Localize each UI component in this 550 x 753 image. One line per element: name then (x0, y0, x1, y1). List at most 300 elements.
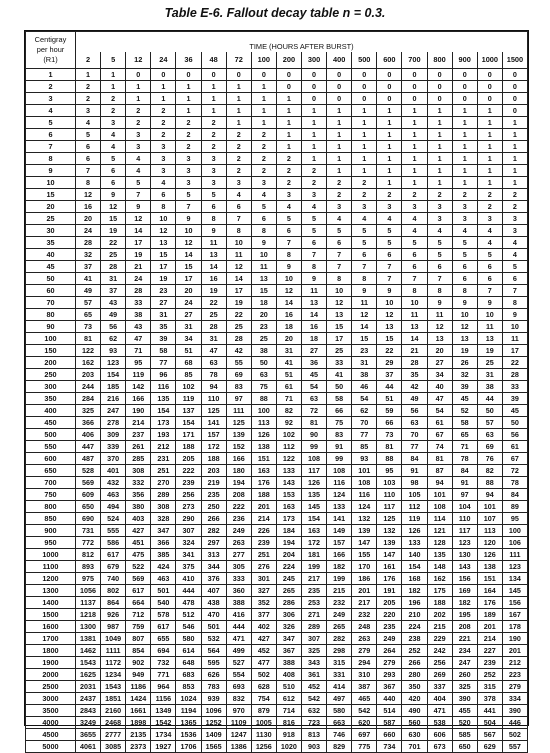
table-cell: 1 (176, 105, 201, 117)
table-cell: 11 (226, 249, 251, 261)
table-cell: 110 (377, 489, 402, 501)
table-cell: 2 (226, 129, 251, 141)
table-cell: 94 (201, 381, 226, 393)
table-cell: 58 (327, 393, 352, 405)
table-cell: 2 (402, 189, 427, 201)
table-cell: 1 (402, 153, 427, 165)
table-cell: 256 (427, 657, 452, 669)
table-cell: 2468 (101, 717, 126, 729)
table-cell: 252 (402, 645, 427, 657)
table-cell: 56 (101, 321, 126, 333)
table-row (26, 333, 528, 345)
table-cell: 19 (151, 273, 176, 285)
table-cell: 746 (327, 729, 352, 741)
table-cell: 28 (502, 369, 527, 381)
table-cell: 567 (477, 729, 502, 741)
table-cell: 2 (151, 129, 176, 141)
table-cell: 116 (352, 489, 377, 501)
table-cell: 629 (477, 741, 502, 753)
table-cell: 490 (402, 705, 427, 717)
table-cell: 23 (151, 285, 176, 297)
table-cell: 57 (477, 417, 502, 429)
table-row (26, 129, 528, 141)
table-cell: 44 (377, 381, 402, 393)
table-cell: 2 (126, 117, 151, 129)
table-cell: 2135 (126, 729, 151, 741)
hour-header-cell: 700 (402, 52, 427, 69)
dose-rate-cell: 45 (26, 261, 76, 273)
table-cell: 138 (477, 561, 502, 573)
table-cell: 2 (201, 117, 226, 129)
dose-rate-cell: 150 (26, 345, 76, 357)
table-cell: 229 (427, 633, 452, 645)
table-cell: 13 (402, 321, 427, 333)
table-cell: 33 (327, 357, 352, 369)
table-cell: 2 (301, 177, 326, 189)
table-cell: 25 (251, 333, 276, 345)
table-row (26, 285, 528, 297)
table-cell: 3655 (76, 729, 101, 741)
table-cell: 380 (126, 501, 151, 513)
table-row (26, 645, 528, 657)
table-cell: 328 (151, 513, 176, 525)
table-cell: 1 (352, 105, 377, 117)
dose-rate-cell: 350 (26, 393, 76, 405)
table-cell: 12 (352, 309, 377, 321)
table-cell: 1 (327, 153, 352, 165)
table-cell: 569 (126, 573, 151, 585)
table-cell: 1 (151, 81, 176, 93)
table-cell: 93 (101, 345, 126, 357)
table-cell: 4 (101, 141, 126, 153)
table-cell: 14 (301, 309, 326, 321)
table-cell: 1542 (151, 717, 176, 729)
table-cell: 6 (251, 213, 276, 225)
table-cell: 1 (276, 117, 301, 129)
table-cell: 5 (301, 225, 326, 237)
table-cell: 1 (226, 81, 251, 93)
table-cell: 5 (251, 201, 276, 213)
table-cell: 301 (251, 573, 276, 585)
table-cell: 487 (76, 453, 101, 465)
table-cell: 2 (251, 165, 276, 177)
table-cell: 829 (327, 741, 352, 753)
table-cell: 100 (502, 525, 527, 537)
table-cell: 34 (427, 369, 452, 381)
table-cell: 427 (251, 633, 276, 645)
table-cell: 528 (76, 465, 101, 477)
table-cell: 44 (477, 393, 502, 405)
table-cell: 232 (352, 609, 377, 621)
table-cell: 1 (201, 93, 226, 105)
table-cell: 66 (327, 405, 352, 417)
table-cell: 279 (377, 657, 402, 669)
table-cell: 12 (327, 297, 352, 309)
table-cell: 527 (226, 657, 251, 669)
table-cell: 4 (477, 225, 502, 237)
time-after-burst-header: TIME (HOURS AFTER BURST) (76, 32, 528, 53)
table-cell: 51 (176, 345, 201, 357)
table-cell: 3 (402, 201, 427, 213)
table-cell: 1247 (226, 729, 251, 741)
table-cell: 178 (502, 621, 527, 633)
table-cell: 223 (502, 669, 527, 681)
table-cell: 108 (427, 501, 452, 513)
table-cell: 130 (452, 549, 477, 561)
table-cell: 2 (176, 117, 201, 129)
table-cell: 6 (276, 225, 301, 237)
table-cell: 152 (226, 441, 251, 453)
table-row (26, 465, 528, 477)
table-cell: 50 (477, 405, 502, 417)
table-cell: 21 (402, 345, 427, 357)
dose-rate-cell: 60 (26, 285, 76, 297)
table-cell: 1 (352, 153, 377, 165)
table-cell: 5 (402, 237, 427, 249)
table-cell: 0 (377, 81, 402, 93)
dose-rate-cell: 2500 (26, 681, 76, 693)
table-cell: 220 (377, 609, 402, 621)
table-cell: 4 (126, 165, 151, 177)
table-cell: 248 (352, 621, 377, 633)
table-cell: 124 (352, 501, 377, 513)
table-cell: 195 (452, 609, 477, 621)
table-cell: 455 (452, 705, 477, 717)
table-cell: 113 (251, 417, 276, 429)
table-cell: 0 (301, 93, 326, 105)
table-cell: 1 (101, 69, 126, 81)
table-cell: 201 (352, 585, 377, 597)
table-cell: 614 (176, 645, 201, 657)
dose-rate-cell: 5000 (26, 741, 76, 753)
table-row (26, 381, 528, 393)
table-cell: 683 (176, 669, 201, 681)
table-cell: 133 (276, 465, 301, 477)
table-cell: 201 (251, 501, 276, 513)
table-cell: 41 (327, 369, 352, 381)
hour-header-cell: 72 (226, 52, 251, 69)
table-cell: 94 (477, 489, 502, 501)
table-row (26, 141, 528, 153)
dose-rate-cell: 3500 (26, 705, 76, 717)
table-cell: 9 (101, 189, 126, 201)
table-cell: 182 (327, 561, 352, 573)
table-cell: 12 (101, 201, 126, 213)
table-cell: 4 (101, 129, 126, 141)
table-cell: 164 (477, 585, 502, 597)
table-cell: 14 (276, 297, 301, 309)
table-row (26, 681, 528, 693)
table-cell: 135 (301, 489, 326, 501)
table-cell: 208 (226, 489, 251, 501)
table-cell: 224 (402, 621, 427, 633)
table-cell: 253 (301, 597, 326, 609)
table-cell: 7 (402, 273, 427, 285)
table-cell: 630 (402, 729, 427, 741)
table-cell: 0 (301, 69, 326, 81)
hour-header-cell: 800 (427, 52, 452, 69)
table-cell: 219 (201, 477, 226, 489)
table-cell: 1898 (126, 717, 151, 729)
table-cell: 31 (276, 345, 301, 357)
table-cell: 465 (352, 693, 377, 705)
table-row (26, 669, 528, 681)
table-cell: 580 (176, 633, 201, 645)
dose-rate-cell: 25 (26, 213, 76, 225)
table-cell: 1 (301, 105, 326, 117)
table-cell: 38 (477, 381, 502, 393)
table-cell: 13 (377, 321, 402, 333)
table-cell: 28 (226, 333, 251, 345)
table-cell: 360 (226, 585, 251, 597)
table-cell: 1536 (176, 729, 201, 741)
table-cell: 813 (301, 729, 326, 741)
table-cell: 148 (427, 561, 452, 573)
table-cell: 5 (352, 237, 377, 249)
table-cell: 205 (377, 597, 402, 609)
table-cell: 0 (352, 93, 377, 105)
table-cell: 327 (251, 585, 276, 597)
table-row (26, 561, 528, 573)
table-row (26, 537, 528, 549)
table-cell: 4 (327, 213, 352, 225)
table-cell: 107 (477, 513, 502, 525)
table-cell: 734 (377, 741, 402, 753)
table-cell: 7 (301, 249, 326, 261)
table-row (26, 405, 528, 417)
table-cell: 1 (502, 129, 527, 141)
table-cell: 94 (427, 477, 452, 489)
dose-rate-cell: 850 (26, 513, 76, 525)
table-cell: 28 (402, 357, 427, 369)
table-cell: 249 (377, 633, 402, 645)
table-cell: 9 (276, 261, 301, 273)
table-cell: 50 (251, 357, 276, 369)
hour-header-cell: 600 (377, 52, 402, 69)
table-row (26, 81, 528, 93)
table-cell: 0 (151, 69, 176, 81)
table-cell: 19 (226, 297, 251, 309)
table-cell: 50 (327, 381, 352, 393)
table-cell: 1194 (176, 705, 201, 717)
table-cell: 271 (301, 609, 326, 621)
table-cell: 12 (151, 225, 176, 237)
table-cell: 697 (352, 729, 377, 741)
table-cell: 2437 (76, 693, 101, 705)
table-cell: 101 (427, 489, 452, 501)
table-cell: 182 (402, 585, 427, 597)
table-cell: 17 (502, 345, 527, 357)
table-row (26, 273, 528, 285)
table-cell: 39 (452, 381, 477, 393)
table-cell: 11 (402, 309, 427, 321)
dose-rate-cell: 300 (26, 381, 76, 393)
table-cell: 20 (427, 345, 452, 357)
table-cell: 367 (377, 681, 402, 693)
table-cell: 285 (126, 453, 151, 465)
table-cell: 286 (276, 597, 301, 609)
table-cell: 5 (477, 249, 502, 261)
table-cell: 2 (276, 165, 301, 177)
table-cell: 578 (151, 609, 176, 621)
table-cell: 280 (402, 669, 427, 681)
table-cell: 832 (226, 693, 251, 705)
table-cell: 864 (101, 597, 126, 609)
table-cell: 1 (452, 105, 477, 117)
table-row (26, 177, 528, 189)
table-cell: 3 (151, 153, 176, 165)
table-cell: 15 (176, 261, 201, 273)
table-cell: 176 (251, 477, 276, 489)
table-cell: 404 (427, 693, 452, 705)
table-cell: 13 (452, 333, 477, 345)
table-cell: 3 (201, 165, 226, 177)
dose-rate-cell: 1 (26, 69, 76, 81)
table-cell: 124 (327, 489, 352, 501)
table-cell: 279 (502, 681, 527, 693)
table-row (26, 417, 528, 429)
table-cell: 1 (427, 165, 452, 177)
table-cell: 111 (226, 405, 251, 417)
table-cell: 2 (502, 189, 527, 201)
table-cell: 77 (151, 357, 176, 369)
table-cell: 249 (226, 525, 251, 537)
table-cell: 132 (352, 513, 377, 525)
table-cell: 247 (452, 657, 477, 669)
dose-rate-cell: 8 (26, 153, 76, 165)
table-cell: 11 (251, 261, 276, 273)
table-cell: 175 (427, 585, 452, 597)
table-cell: 126 (301, 477, 326, 489)
hour-header-cell: 1000 (477, 52, 502, 69)
table-row (26, 297, 528, 309)
table-cell: 325 (76, 405, 101, 417)
table-cell: 13 (201, 249, 226, 261)
table-cell: 284 (76, 393, 101, 405)
table-cell: 91 (452, 477, 477, 489)
table-cell: 307 (301, 633, 326, 645)
table-cell: 95 (377, 465, 402, 477)
table-cell: 0 (327, 69, 352, 81)
dose-rate-cell: 650 (26, 465, 76, 477)
table-cell: 293 (377, 669, 402, 681)
hour-header-cell: 48 (201, 52, 226, 69)
table-cell: 10 (276, 273, 301, 285)
table-cell: 235 (301, 585, 326, 597)
table-cell: 0 (502, 105, 527, 117)
table-cell: 1 (477, 177, 502, 189)
fallout-decay-table-frame (24, 30, 529, 751)
table-cell: 81 (427, 453, 452, 465)
dose-rate-cell: 4000 (26, 717, 76, 729)
table-cell: 1 (251, 81, 276, 93)
table-cell: 224 (276, 561, 301, 573)
table-cell: 9 (352, 285, 377, 297)
table-cell: 655 (151, 633, 176, 645)
table-cell: 3 (151, 165, 176, 177)
table-cell: 4 (502, 237, 527, 249)
table-cell: 102 (276, 429, 301, 441)
table-cell: 740 (101, 573, 126, 585)
table-cell: 139 (226, 429, 251, 441)
dose-rate-cell: 80 (26, 309, 76, 321)
table-cell: 1 (352, 141, 377, 153)
table-cell: 771 (151, 669, 176, 681)
table-cell: 679 (101, 561, 126, 573)
table-cell: 113 (477, 525, 502, 537)
table-cell: 1 (301, 153, 326, 165)
table-cell: 156 (452, 573, 477, 585)
table-cell: 2 (427, 189, 452, 201)
table-cell: 325 (301, 645, 326, 657)
table-cell: 10 (251, 249, 276, 261)
table-cell: 15 (377, 333, 402, 345)
table-cell: 31 (201, 333, 226, 345)
table-cell: 51 (276, 369, 301, 381)
table-cell: 28 (101, 261, 126, 273)
table-row (26, 321, 528, 333)
dose-rate-cell: 600 (26, 453, 76, 465)
table-cell: 222 (176, 465, 201, 477)
table-cell: 83 (226, 381, 251, 393)
table-row (26, 165, 528, 177)
table-cell: 154 (151, 405, 176, 417)
table-cell: 147 (352, 537, 377, 549)
table-cell: 1 (226, 93, 251, 105)
table-cell: 2 (477, 189, 502, 201)
table-cell: 188 (176, 441, 201, 453)
table-cell: 61 (276, 381, 301, 393)
table-cell: 0 (452, 93, 477, 105)
table-cell: 11 (477, 321, 502, 333)
table-cell: 2 (251, 129, 276, 141)
table-cell: 166 (126, 393, 151, 405)
table-cell: 273 (176, 501, 201, 513)
table-cell: 0 (126, 69, 151, 81)
table-cell: 5 (452, 249, 477, 261)
table-cell: 96 (151, 369, 176, 381)
table-cell: 0 (327, 93, 352, 105)
table-cell: 54 (427, 405, 452, 417)
table-cell: 50 (502, 417, 527, 429)
table-row (26, 441, 528, 453)
table-cell: 1 (452, 117, 477, 129)
table-cell: 132 (377, 525, 402, 537)
table-cell: 4 (352, 213, 377, 225)
table-cell: 121 (427, 525, 452, 537)
dose-rate-cell: 550 (26, 441, 76, 453)
table-cell: 648 (176, 657, 201, 669)
table-cell: 7 (327, 249, 352, 261)
table-cell: 2 (226, 141, 251, 153)
table-cell: 3249 (76, 717, 101, 729)
table-cell: 1 (327, 117, 352, 129)
table-cell: 4 (301, 201, 326, 213)
table-cell: 0 (276, 69, 301, 81)
table-cell: 6 (327, 237, 352, 249)
table-cell: 7 (327, 261, 352, 273)
table-cell: 1 (427, 177, 452, 189)
table-cell: 81 (301, 417, 326, 429)
table-cell: 276 (251, 561, 276, 573)
table-cell: 10 (327, 285, 352, 297)
table-cell: 194 (226, 477, 251, 489)
table-cell: 6 (301, 237, 326, 249)
table-cell: 772 (76, 537, 101, 549)
table-cell: 16 (76, 201, 101, 213)
table-cell: 15 (251, 285, 276, 297)
table-cell: 10 (402, 297, 427, 309)
